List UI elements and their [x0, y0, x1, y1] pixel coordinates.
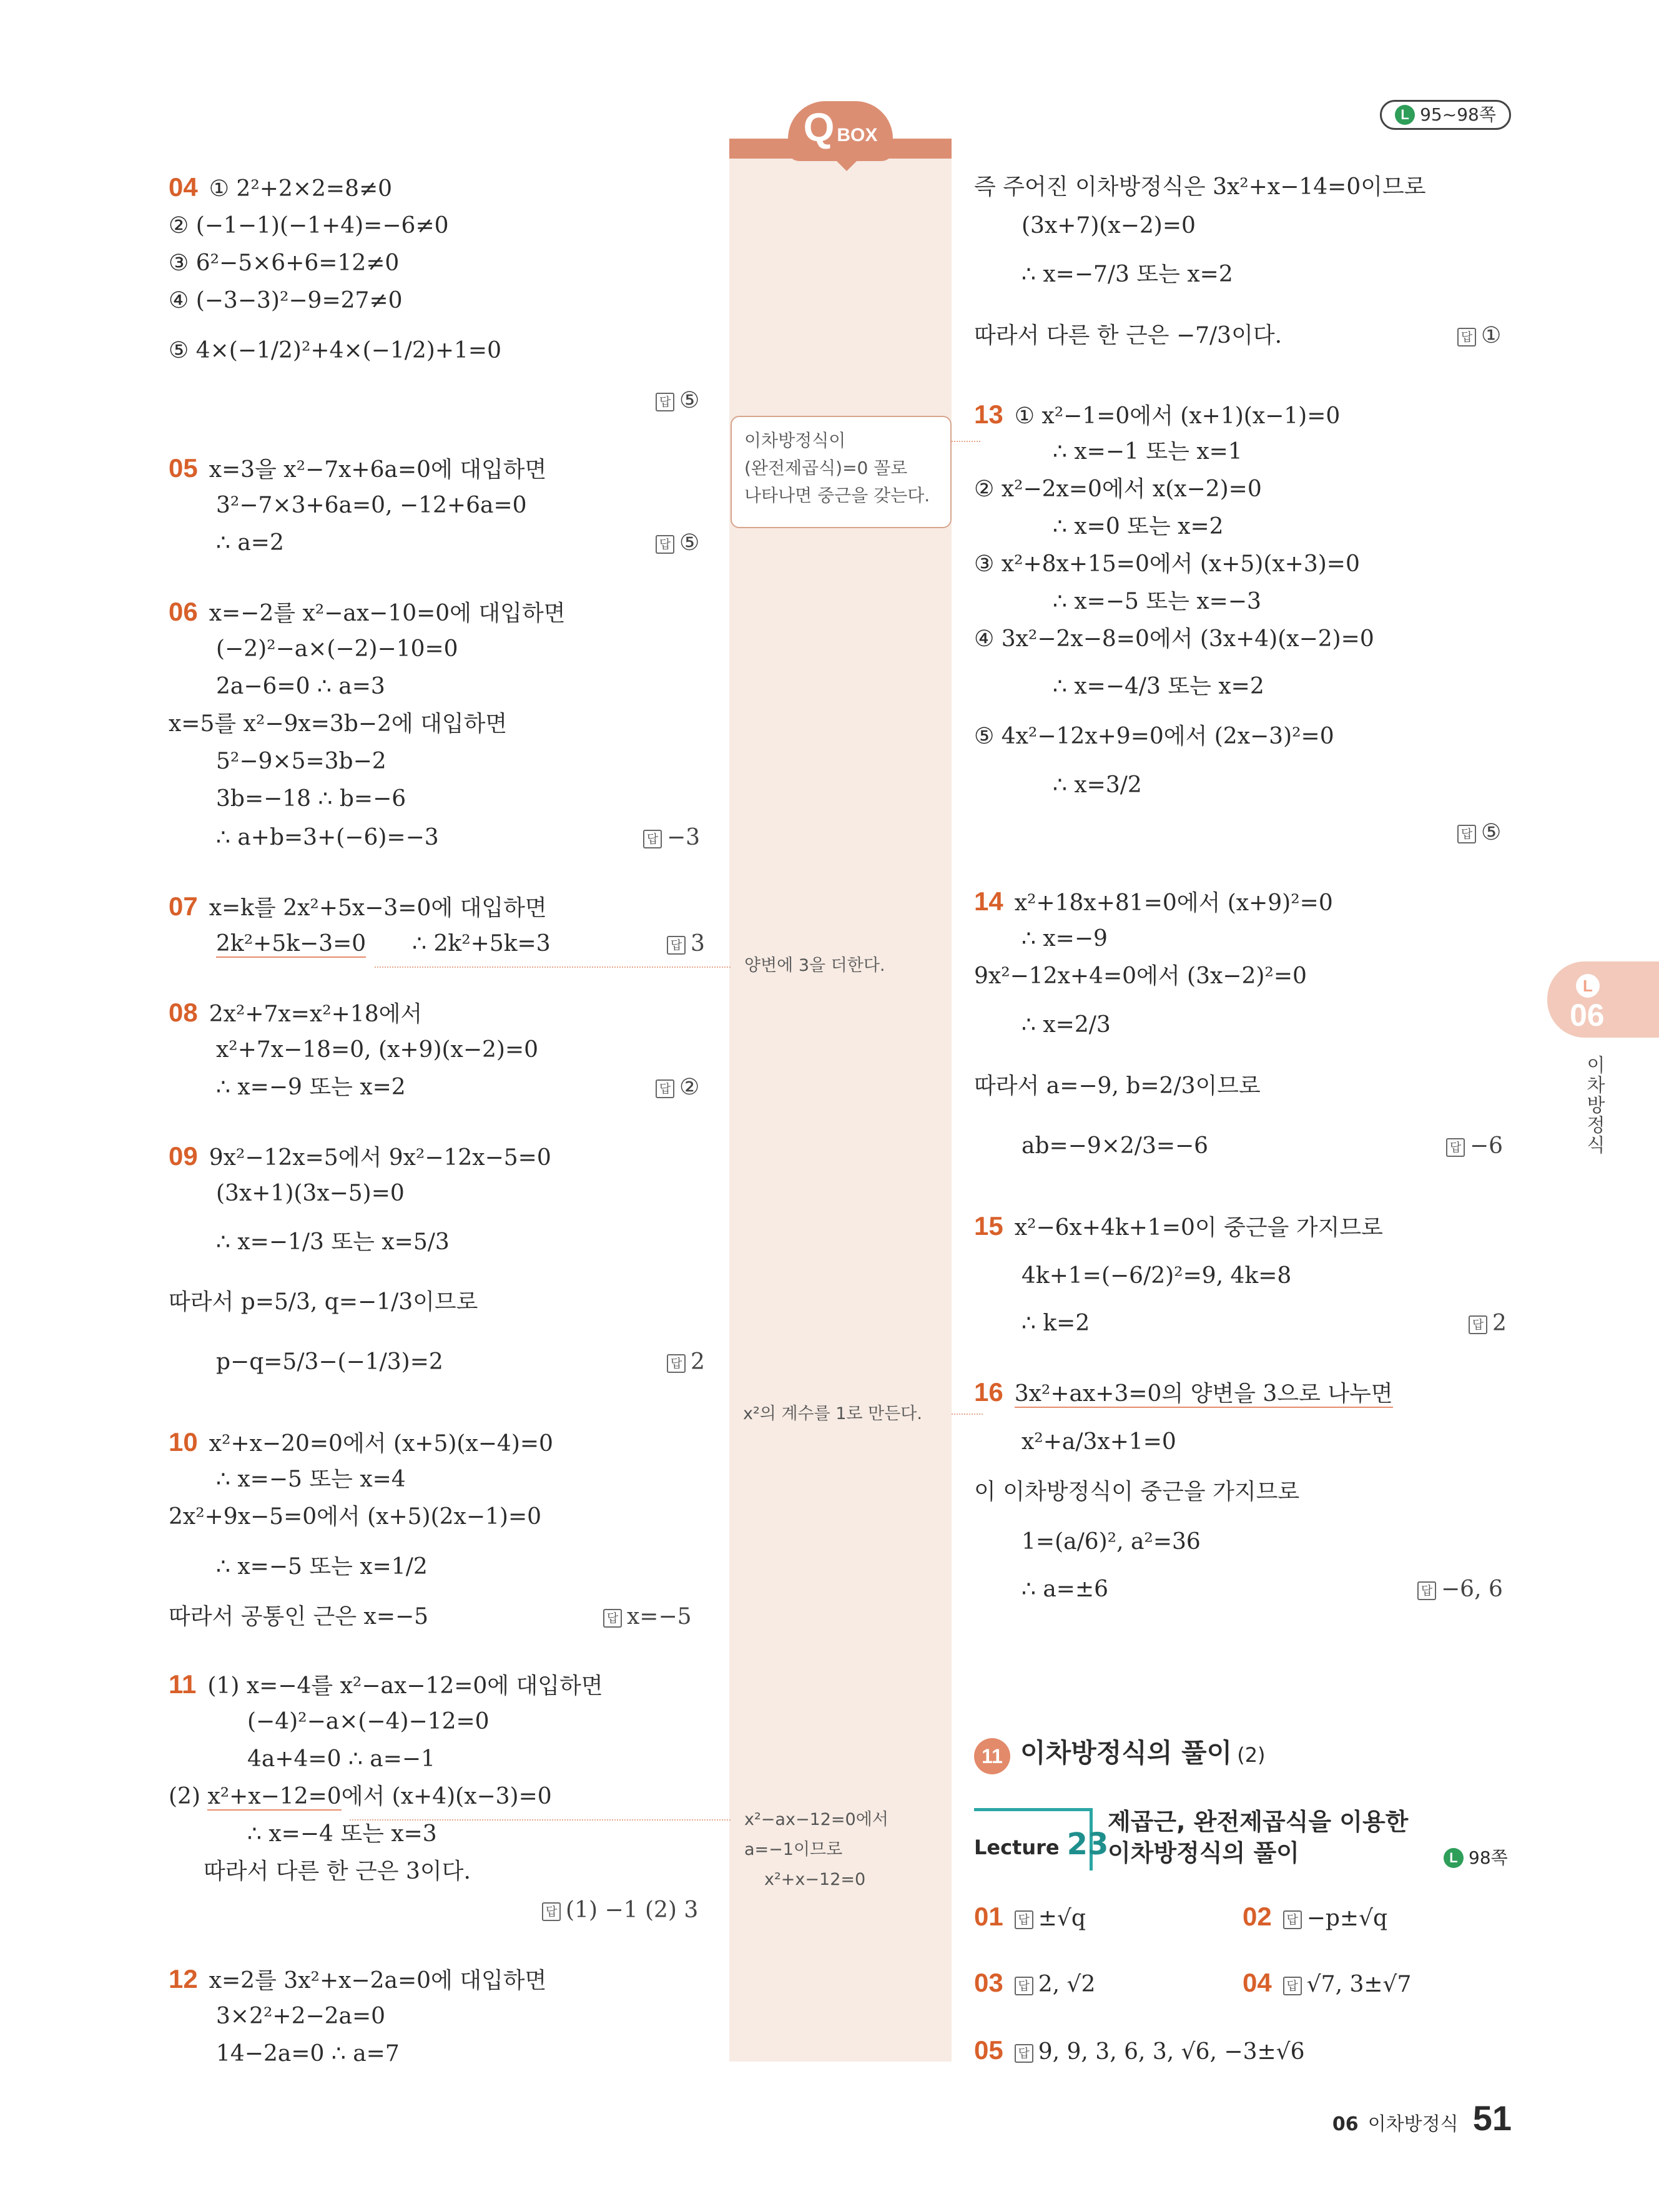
lecture-item-04: 04 답 √7, 3±√7: [1243, 1968, 1412, 1997]
problem-06-line3: 2a−6=0 ∴ a=3: [216, 674, 385, 699]
section-number: 11: [974, 1738, 1010, 1774]
chapter-number: 06: [1570, 998, 1605, 1033]
problem-11-line4: (2) x²+x−12=0에서 (x+4)(x−3)=0: [169, 1784, 552, 1809]
answer-07: 답 3: [667, 929, 705, 959]
lecture-icon: L: [1395, 105, 1415, 125]
problem-13-line10: ∴ x=3/2: [1053, 772, 1142, 798]
lecture-icon: L: [1444, 1848, 1464, 1868]
answer-icon: 답: [643, 830, 662, 848]
answer-icon: 답: [1015, 2044, 1033, 2063]
qbox-note-11-b: a=−1이므로: [744, 1840, 843, 1859]
problem-08-line2: x²+7x−18=0, (x+9)(x−2)=0: [216, 1037, 539, 1063]
problem-13-line9: ⑤ 4x²−12x+9=0에서 (2x−3)²=0: [974, 724, 1334, 749]
answer-icon: 답: [1283, 1910, 1302, 1929]
problem-10-line5: 따라서 공통인 근은 x=−5: [169, 1604, 429, 1630]
problem-04-line4: ④ (−3−3)²−9=27≠0: [169, 288, 403, 313]
problem-16-line5: ∴ a=±6: [1021, 1576, 1109, 1602]
problem-09-line4: 따라서 p=5/3, q=−1/3이므로: [169, 1289, 478, 1315]
problem-08-line1: 08 2x²+7x=x²+18에서: [169, 998, 423, 1027]
lecture-title-1: 제곱근, 완전제곱식을 이용한: [1108, 1808, 1409, 1836]
page-footer: [1332, 2098, 1512, 2138]
problem-13-line4: ∴ x=0 또는 x=2: [1053, 514, 1224, 539]
lecture-item-02: 02 답 −p±√q: [1243, 1902, 1388, 1931]
problem-05-line1: 05 x=3을 x²−7x+6a=0에 대입하면: [169, 453, 547, 483]
problem-09-line5: p−q=5/3−(−1/3)=2: [216, 1349, 443, 1375]
lecture-item-01: 01 답 ±√q: [974, 1902, 1086, 1931]
qbox-note-box: 이차방정식이 (완전제곱식)=0 꼴로 나타나면 중근을 갖는다.: [731, 416, 952, 528]
qbox-note-11-a: x²−ax−12=0에서: [744, 1810, 889, 1829]
answer-icon: 답: [656, 535, 674, 554]
problem-11-line2: (−4)²−a×(−4)−12=0: [247, 1709, 490, 1734]
page-number: 51: [1472, 2098, 1512, 2138]
problem-13-line6: ∴ x=−5 또는 x=−3: [1053, 589, 1261, 614]
problem-11-line5: ∴ x=−4 또는 x=3: [247, 1821, 437, 1847]
problem-16-line2: x²+a/3x+1=0: [1021, 1429, 1176, 1455]
connector-07: [375, 966, 731, 968]
problem-06-line5: 5²−9×5=3b−2: [216, 749, 386, 774]
answer-09: 답 2: [667, 1347, 705, 1377]
chapter-title-vertical: 이차방정식: [1583, 1055, 1605, 1155]
problem-16-line4: 1=(a/6)², a²=36: [1021, 1529, 1201, 1555]
problem-05-line2: 3²−7×3+6a=0, −12+6a=0: [216, 493, 527, 518]
problem-16-line3: 이 이차방정식이 중근을 가지므로: [974, 1479, 1300, 1505]
answer-04: 답 ⑤: [656, 386, 699, 416]
lecture-page-ref: L 98쪽: [1444, 1843, 1508, 1873]
answer-icon: 답: [1015, 1910, 1033, 1929]
problem-06-line1: 06 x=−2를 x²−ax−10=0에 대입하면: [169, 597, 566, 626]
answer-10: 답 x=−5: [603, 1602, 692, 1632]
page-ref-badge: L 95~98쪽: [1380, 100, 1511, 130]
answer-12: 답 ①: [1457, 321, 1501, 351]
problem-12-cont-line2: (3x+7)(x−2)=0: [1021, 213, 1196, 238]
answer-icon: 답: [667, 936, 686, 955]
problem-13-line8: ∴ x=−4/3 또는 x=2: [1053, 674, 1264, 699]
problem-04-line2: ② (−1−1)(−1+4)=−6≠0: [169, 213, 449, 238]
answer-icon: 답: [542, 1902, 561, 1921]
section-title: 11 이차방정식의 풀이 (2): [974, 1734, 1266, 1774]
answer-13: 답 ⑤: [1457, 818, 1501, 848]
answer-15: 답 2: [1469, 1309, 1507, 1339]
qbox-note-16: x²의 계수를 1로 만든다.: [743, 1404, 922, 1423]
qbox-note-07: 양변에 3을 더한다.: [744, 956, 885, 975]
answer-05: 답 ⑤: [656, 528, 699, 558]
lecture-number: 23: [1066, 1827, 1109, 1862]
problem-10-line4: ∴ x=−5 또는 x=1/2: [216, 1554, 428, 1580]
problem-14-line2: ∴ x=−9: [1021, 926, 1108, 951]
problem-06-line4: x=5를 x²−9x=3b−2에 대입하면: [169, 711, 508, 737]
problem-04-line1: 04 ① 2²+2×2=8≠0: [169, 172, 393, 202]
answer-icon: 답: [1457, 328, 1476, 347]
qbox-note-11-c: x²+x−12=0: [764, 1870, 866, 1889]
problem-07-line1: 07 x=k를 2x²+5x−3=0에 대입하면: [169, 892, 547, 921]
problem-11-line1: 11 (1) x=−4를 x²−ax−12=0에 대입하면: [169, 1669, 603, 1699]
problem-12-line2: 3×2²+2−2a=0: [216, 2003, 386, 2029]
problem-12-line1: 12 x=2를 3x²+x−2a=0에 대입하면: [169, 1964, 547, 1993]
footer-chapter: 06: [1332, 2113, 1359, 2135]
problem-14-line6: ab=−9×2/3=−6: [1021, 1133, 1209, 1159]
lecture-label: Lecture 23: [974, 1827, 1109, 1862]
problem-13-line3: ② x²−2x=0에서 x(x−2)=0: [974, 476, 1262, 502]
answer-icon: 답: [603, 1609, 622, 1628]
answer-08: 답 ②: [656, 1073, 699, 1103]
problem-06-line7: ∴ a+b=3+(−6)=−3: [216, 825, 439, 850]
problem-12-cont-line1: 즉 주어진 이차방정식은 3x²+x−14=0이므로: [974, 174, 1426, 200]
answer-icon: 답: [656, 393, 674, 411]
problem-14-line5: 따라서 a=−9, b=2/3이므로: [974, 1073, 1261, 1099]
problem-08-line3: ∴ x=−9 또는 x=2: [216, 1074, 406, 1100]
problem-04-line3: ③ 6²−5×6+6=12≠0: [169, 250, 400, 276]
problem-05-line3: ∴ a=2: [216, 530, 284, 556]
problem-09-line3: ∴ x=−1/3 또는 x=5/3: [216, 1229, 450, 1255]
problem-12-cont-line3: ∴ x=−7/3 또는 x=2: [1021, 262, 1233, 287]
answer-icon: 답: [1015, 1977, 1033, 1995]
problem-13-line1: 13 ① x²−1=0에서 (x+1)(x−1)=0: [974, 400, 1341, 429]
problem-10-line1: 10 x²+x−20=0에서 (x+5)(x−4)=0: [169, 1427, 553, 1457]
lecture-title-2: 이차방정식의 풀이: [1108, 1839, 1299, 1867]
problem-14-line1: 14 x²+18x+81=0에서 (x+9)²=0: [974, 887, 1333, 916]
problem-06-line2: (−2)²−a×(−2)−10=0: [216, 636, 458, 662]
problem-16-line1: 16 3x²+ax+3=0의 양변을 3으로 나누면: [974, 1377, 1393, 1407]
problem-10-line3: 2x²+9x−5=0에서 (x+5)(2x−1)=0: [169, 1504, 542, 1530]
connector-16: [952, 1413, 983, 1415]
footer-title: 이차방정식: [1367, 2113, 1459, 2135]
answer-icon: 답: [667, 1354, 686, 1373]
answer-11: 답 (1) −1 (2) 3: [542, 1895, 698, 1925]
problem-06-line6: 3b=−18 ∴ b=−6: [216, 786, 406, 812]
problem-13-line7: ④ 3x²−2x−8=0에서 (3x+4)(x−2)=0: [974, 626, 1374, 652]
problem-09-line2: (3x+1)(3x−5)=0: [216, 1181, 405, 1206]
qbox-pointer: [837, 161, 857, 171]
problem-04-line5: ⑤ 4×(−1/2)²+4×(−1/2)+1=0: [169, 338, 501, 363]
problem-09-line1: 09 9x²−12x=5에서 9x²−12x−5=0: [169, 1141, 551, 1171]
connector-13: [952, 441, 980, 442]
problem-15-line2: 4k+1=(−6/2)²=9, 4k=8: [1021, 1263, 1292, 1289]
problem-12-cont-line4: 따라서 다른 한 근은 −7/3이다.: [974, 323, 1282, 348]
chapter-tab: [1547, 961, 1659, 1038]
answer-16: 답 −6, 6: [1417, 1575, 1503, 1605]
lecture-icon: L: [1576, 974, 1600, 998]
answer-icon: 답: [656, 1079, 674, 1098]
qbox-badge: QBOX: [788, 101, 893, 161]
lecture-item-05: 05 답 9, 9, 3, 6, 3, √6, −3±√6: [974, 2035, 1305, 2065]
problem-14-line4: ∴ x=2/3: [1021, 1012, 1111, 1038]
problem-15-line3: ∴ k=2: [1021, 1310, 1090, 1336]
problem-13-line5: ③ x²+8x+15=0에서 (x+5)(x+3)=0: [974, 551, 1360, 577]
problem-11-line6: 따라서 다른 한 근은 3이다.: [204, 1859, 471, 1884]
problem-14-line3: 9x²−12x+4=0에서 (3x−2)²=0: [974, 963, 1307, 989]
answer-14: 답 −6: [1446, 1131, 1503, 1161]
answer-icon: 답: [1417, 1581, 1436, 1600]
problem-13-line2: ∴ x=−1 또는 x=1: [1053, 439, 1243, 465]
answer-icon: 답: [1446, 1138, 1465, 1157]
answer-icon: 답: [1283, 1977, 1302, 1995]
answer-icon: 답: [1469, 1315, 1487, 1334]
lecture-item-03: 03 답 2, √2: [974, 1968, 1096, 1997]
problem-11-line3: 4a+4=0 ∴ a=−1: [247, 1746, 435, 1772]
answer-06: 답 −3: [643, 823, 700, 853]
problem-07-line2: 2k²+5k−3=0 ∴ 2k²+5k=3: [216, 931, 551, 956]
problem-10-line2: ∴ x=−5 또는 x=4: [216, 1467, 406, 1492]
problem-15-line1: 15 x²−6x+4k+1=0이 중근을 가지므로: [974, 1211, 1383, 1241]
problem-12-line3: 14−2a=0 ∴ a=7: [216, 2041, 400, 2067]
answer-icon: 답: [1457, 825, 1476, 843]
